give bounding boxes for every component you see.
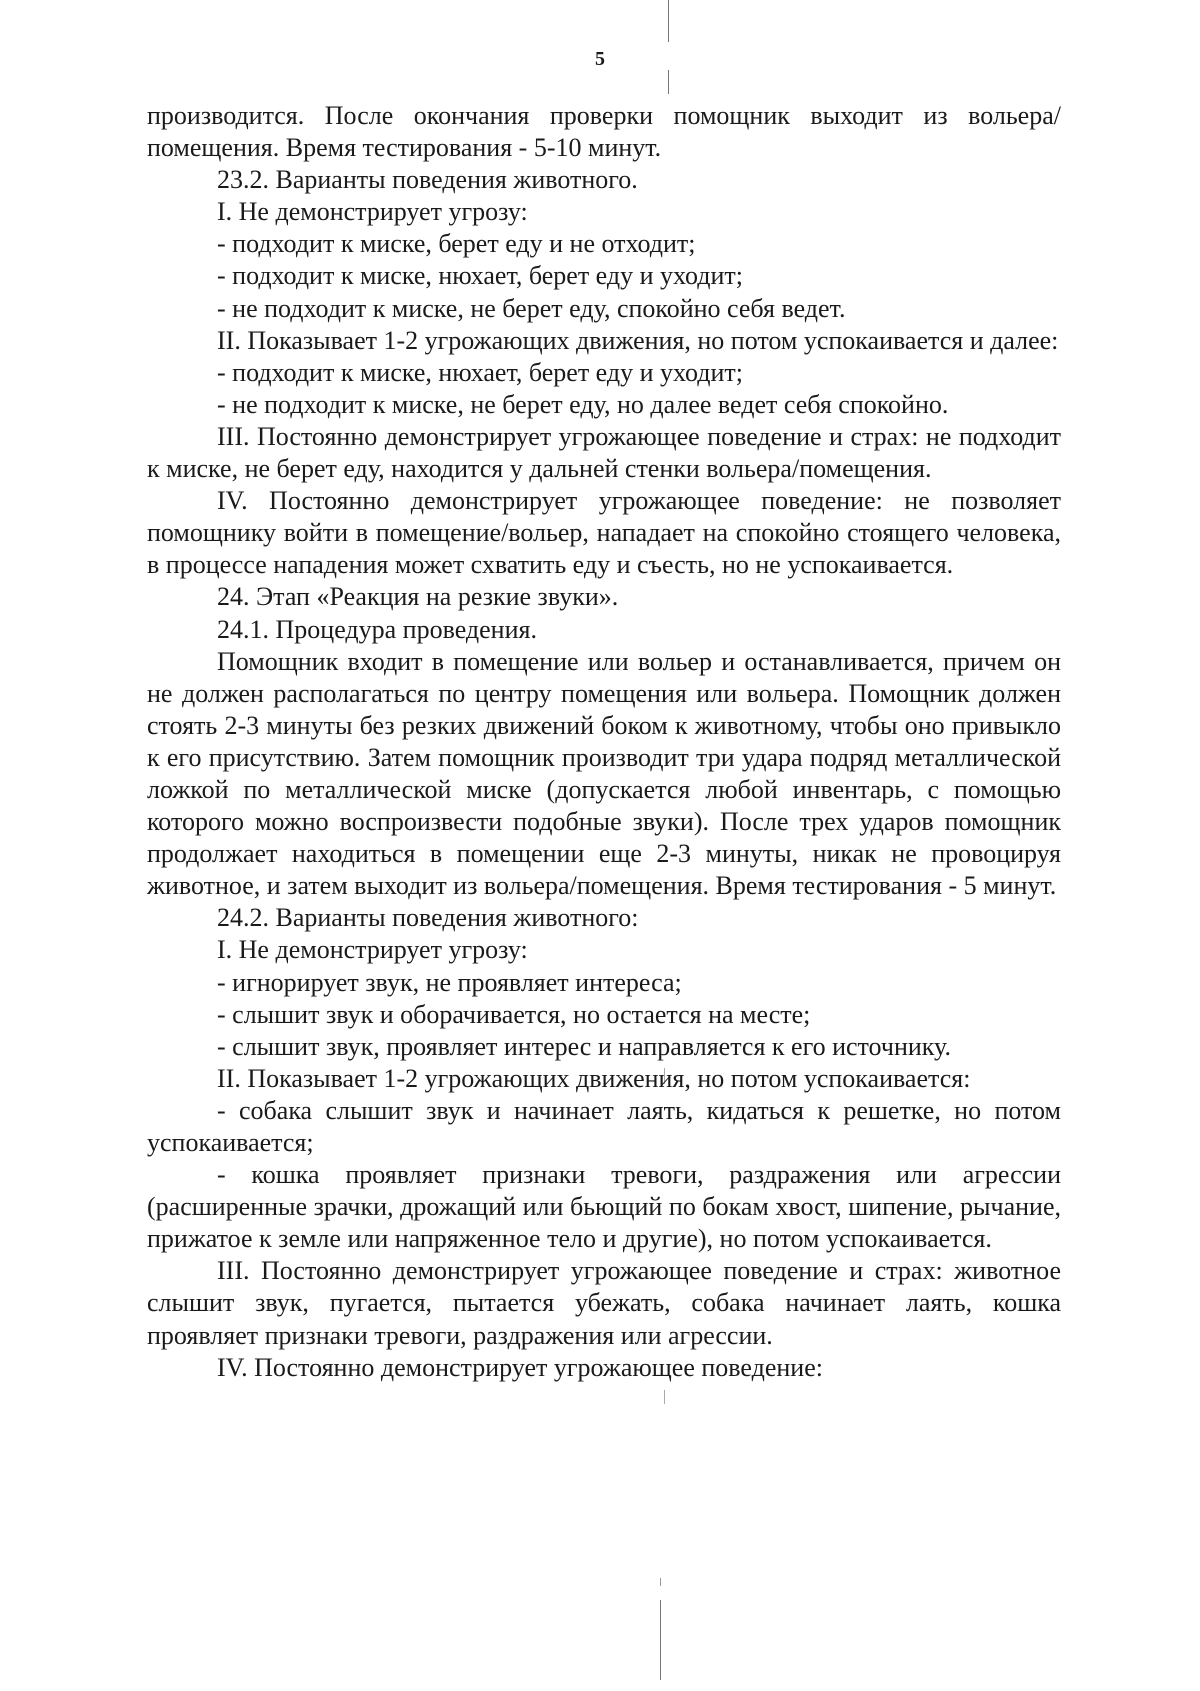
variant-2-heading: II. Показывает 1-2 угрожающих движения, но потом успокаивается и далее:: [217, 325, 1059, 355]
variant-1-heading: I. Не демонстрирует угрозу:: [217, 197, 528, 227]
scan-mark-top: [668, 0, 669, 42]
list-item: - подходит к миске, нюхает, берет еду и уходит;: [217, 357, 744, 387]
list-item: - не подходит к миске, не берет еду, но далее ведет себя спокойно.: [217, 389, 949, 419]
list-item: - не подходит к миске, не берет еду, спокойно себя ведет.: [217, 293, 846, 323]
variant-1-heading: I. Не демонстрирует угрозу:: [217, 935, 528, 965]
section-heading-24-1: 24.1. Процедура проведения.: [217, 614, 537, 644]
variant-2-heading: II. Показывает 1-2 угрожающих движения, но потом успокаивается:: [217, 1063, 971, 1093]
scan-mark-mid-lower: [664, 1390, 665, 1404]
list-item: - слышит звук, проявляет интерес и направляется к его источнику.: [217, 1031, 951, 1061]
page-number: 5: [595, 48, 605, 70]
variant-4-heading: IV. Постоянно демонстрирует угрожающее поведение:: [217, 1352, 823, 1382]
list-item: - подходит к миске, нюхает, берет еду и уходит;: [217, 261, 744, 291]
scan-mark-bottom: [660, 1578, 661, 1586]
variant-3-paragraph: III. Постоянно демонстрирует угрожающее поведение и страх: не подходит к миске, не берет еду, находится у дальней стенки вольера/помещения.: [147, 421, 1061, 484]
scan-mark-top-lower: [668, 70, 669, 94]
scan-mark-bottom-lower: [660, 1600, 661, 1680]
list-item: - подходит к миске, берет еду и не отходит;: [217, 229, 696, 259]
list-item: - собака слышит звук и начинает лаять, кидаться к решетке, но потом успокаивается;: [147, 1095, 1061, 1157]
procedure-paragraph: Помощник входит в помещение или вольер и останавливается, причем он не должен располагаться по центру помещения или вольера. Помощник должен стоять 2-3 минуты без резких движений боком к животному, чтобы оно привыкло к его присутствию. Затем помощник производит три удара подряд металлической ложкой по металлической миске (допускается любой инвентарь, с помощью которого можно воспроизвести подобные звуки). После трех ударов помощник продолжает находиться в помещении еще 2-3 минуты, никак не провоцируя животное, и затем выходит из вольера/помещения. Время тестирования - 5 минут.: [147, 646, 1061, 901]
variant-4-paragraph: IV. Постоянно демонстрирует угрожающее поведение: не позволяет помощнику войти в помещение/вольер, нападает на спокойно стоящего человека, в процессе нападения может схватить еду и съесть, но не успокаивается.: [147, 486, 1061, 580]
section-heading-24: 24. Этап «Реакция на резкие звуки».: [217, 582, 619, 612]
variant-3-paragraph: III. Постоянно демонстрирует угрожающее поведение и страх: животное слышит звук, пугается, пытается убежать, собака начинает лаять, кошка проявляет признаки тревоги, раздражения или агрессии.: [147, 1256, 1061, 1350]
document-body: [147, 100, 1061, 1384]
section-heading-23-2: 23.2. Варианты поведения животного.: [217, 165, 638, 195]
section-heading-24-2: 24.2. Варианты поведения животного:: [217, 903, 639, 933]
list-item: - игнорирует звук, не проявляет интереса;: [217, 967, 682, 997]
paragraph-continuation: производится. После окончания проверки помощник выходит из вольера/помещения. Время тестирования - 5-10 минут.: [147, 101, 1061, 163]
list-item: - слышит звук и оборачивается, но остается на месте;: [217, 999, 811, 1029]
list-item: - кошка проявляет признаки тревоги, раздражения или агрессии (расширенные зрачки, дрожащий или бьющий по бокам хвост, шипение, рычание, прижатое к земле или напряженное тело и другие), но потом успокаивается.: [147, 1160, 1061, 1254]
